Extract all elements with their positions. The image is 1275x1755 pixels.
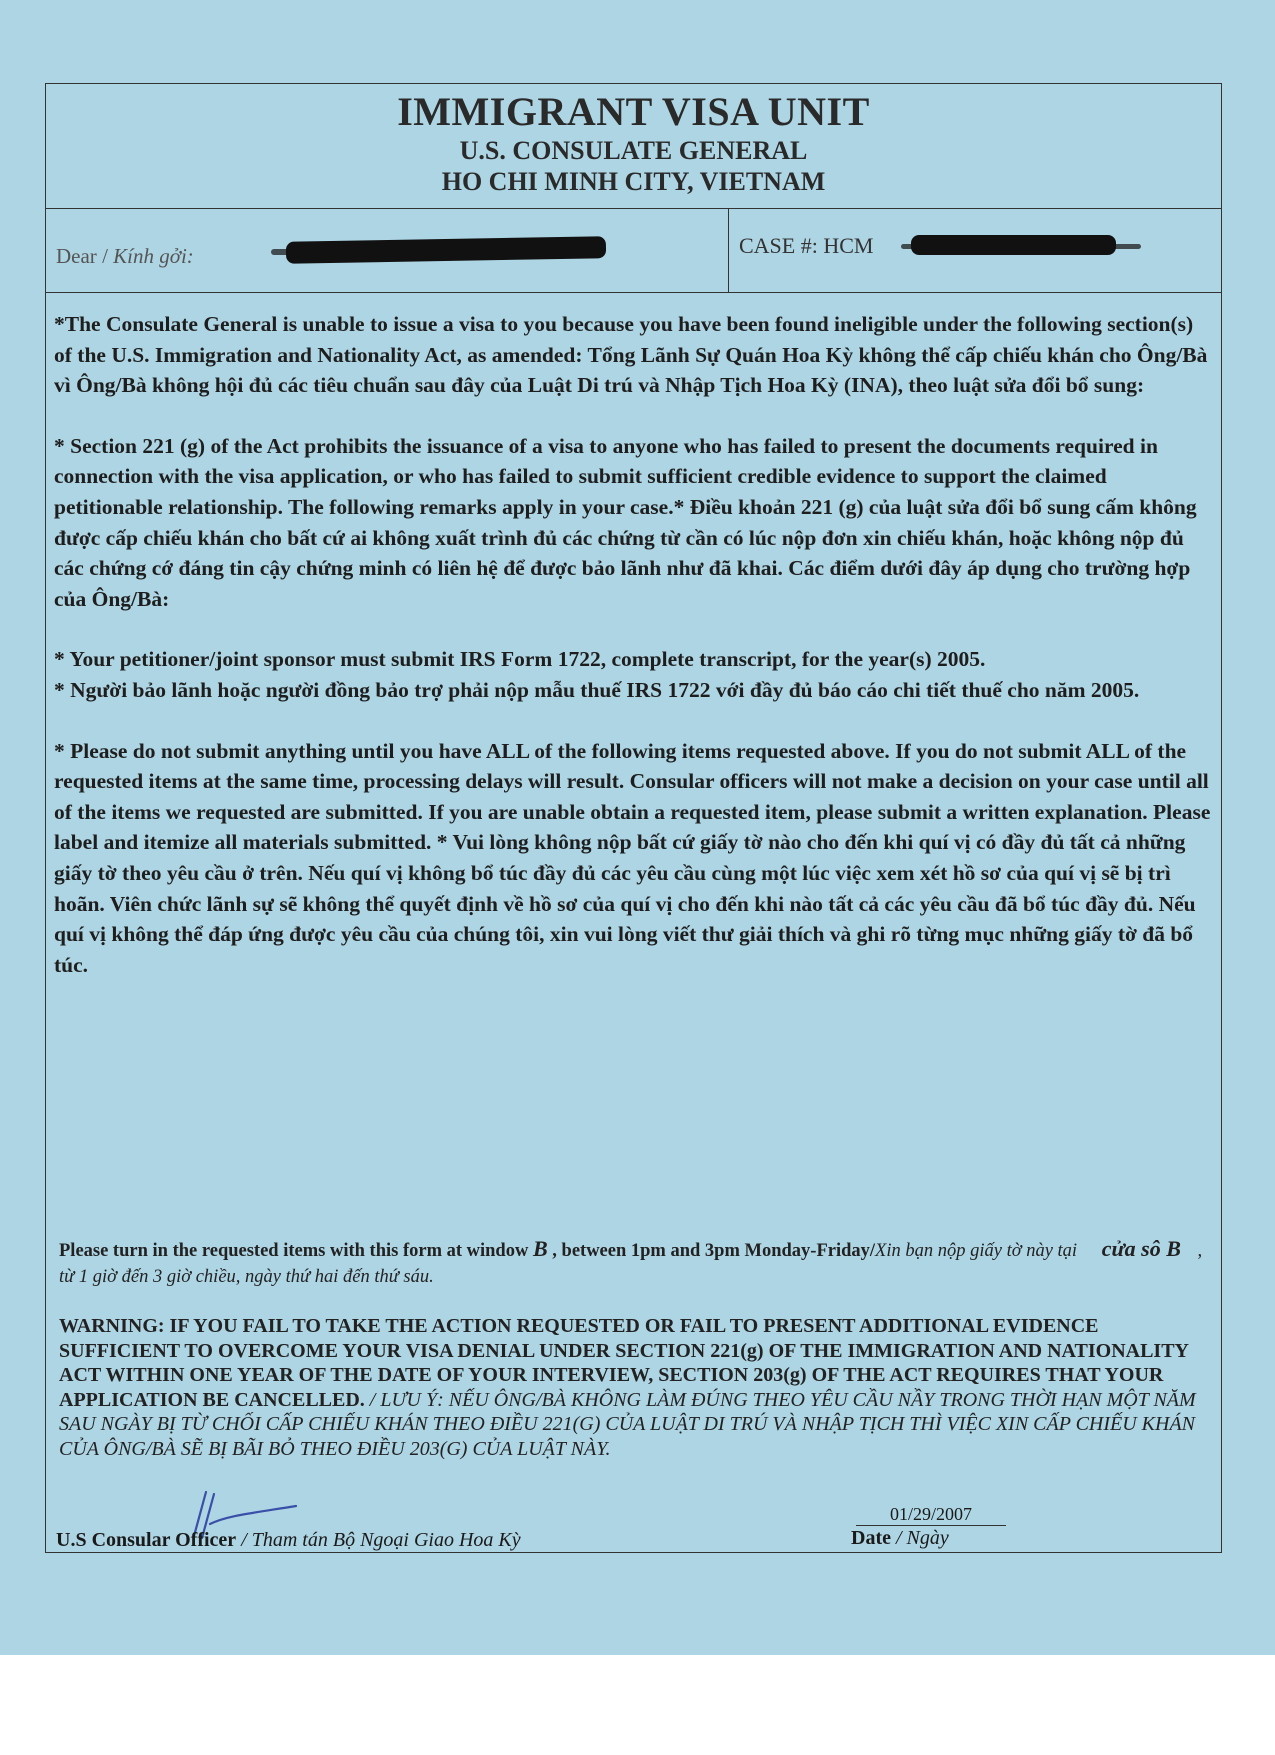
remark-english: * Your petitioner/joint sponsor must submit IRS Form 1722, complete transcript, for the year(s) 2005. bbox=[54, 647, 986, 672]
dear-separator: / bbox=[96, 244, 114, 268]
turn-in-vi-a: Xin bạn nộp giấy tờ này tại bbox=[875, 1241, 1082, 1261]
remarks-paragraph bbox=[54, 644, 1214, 705]
remark-vietnamese: * Người bảo lãnh hoặc người đồng bảo trợ phải nộp mẫu thuế IRS 1722 với đầy đủ báo cáo chi tiết thuế cho năm 2005. bbox=[54, 677, 1140, 702]
officer-title bbox=[56, 1529, 521, 1552]
warning-notice bbox=[59, 1314, 1214, 1461]
dear-label-vi: Kính gởi: bbox=[113, 244, 194, 268]
case-number-label: CASE #: HCM bbox=[739, 233, 874, 258]
officer-title-en: U.S Consular Officer bbox=[56, 1529, 237, 1551]
form-header bbox=[46, 84, 1221, 209]
redacted-case-number-stroke bbox=[901, 244, 1141, 249]
date-value: 01/29/2007 bbox=[856, 1504, 1006, 1526]
date-label-en: Date bbox=[851, 1527, 891, 1549]
dear-cell bbox=[46, 209, 729, 292]
officer-title-vi: / Tham tán Bộ Ngoại Giao Hoa Kỳ bbox=[236, 1529, 521, 1551]
signature-row bbox=[46, 1504, 1221, 1554]
dear-label bbox=[56, 244, 194, 269]
letter-body bbox=[54, 309, 1214, 1010]
dear-label-en: Dear bbox=[56, 244, 97, 268]
turn-in-en-a: Please turn in the requested items with this form at window bbox=[59, 1241, 533, 1261]
date-label bbox=[851, 1527, 949, 1550]
warning-english: WARNING: IF YOU FAIL TO TAKE THE ACTION REQUESTED OR FAIL TO PRESENT ADDITIONAL EVIDENCE SUFFICIENT TO OVERCOME YOUR VISA DENIAL UNDER SECTION 221(g) OF THE IMMIGRATION AND NATIONALITY ACT WITHIN ONE YEAR OF THE DATE OF YOUR INTERVIEW, SECTION 203(g) OF THE ACT REQUIRES THAT YOUR APPLICATION BE CANCELLED. bbox=[59, 1315, 1189, 1411]
turn-in-instructions bbox=[59, 1236, 1214, 1290]
address-row bbox=[46, 209, 1221, 293]
window-number: B bbox=[532, 1236, 548, 1261]
turn-in-en-b: , between 1pm and 3pm Monday-Friday/ bbox=[547, 1241, 876, 1261]
consulate-location: HO CHI MINH CITY, VIETNAM bbox=[441, 167, 826, 196]
date-label-vi: / Ngày bbox=[890, 1527, 949, 1549]
form-frame bbox=[45, 83, 1222, 1553]
window-number-vi: cửa sô B bbox=[1101, 1236, 1181, 1261]
turn-in-vi-b: , từ 1 giờ đến 3 giờ chiều, ngày thứ hai đến thứ sáu. bbox=[59, 1241, 1203, 1287]
section-221g-paragraph: * Section 221 (g) of the Act prohibits the issuance of a visa to anyone who has failed to present the documents required in connection with the visa application, or who has failed to submit sufficient credible evidence to support the claimed petitionable relationship. The following remarks apply in your case.* Điều khoản 221 (g) của luật sửa đổi bổ sung cấm không được cấp chiếu khán cho bất cứ ai không xuất trình đủ các chứng từ cần có lúc nộp đơn xin chiếu khán, hoặc không nộp đủ các chứng cớ đáng tin cậy chứng minh có liên hệ để được bảo lãnh như đã khai. Các điểm dưới đây áp dụng cho trường hợp của Ông/Bà: bbox=[54, 433, 1197, 611]
consulate-name: U.S. CONSULATE GENERAL bbox=[459, 136, 808, 165]
redacted-name-stroke bbox=[271, 249, 471, 255]
instructions-paragraph: * Please do not submit anything until you have ALL of the following items requested above. If you do not submit ALL of the requested items at the same time, processing delays will result. Consular officers will not make a decision on your case until all of the items we requested are submitted. If you are unable obtain a requested item, please submit a written explanation. Please label and itemize all materials submitted. * Vui lòng không nộp bất cứ giấy tờ nào cho đến khi quí vị có đầy đủ tất cả những giấy tờ theo yêu cầu ở trên. Nếu quí vị không bổ túc đầy đủ các yêu cầu cùng một lúc việc xem xét hồ sơ của quí vị sẽ bị trì hoãn. Viên chức lãnh sự sẽ không thể quyết định về hồ sơ của quí vị cho đến khi nào tất cả các yêu cầu đã bổ túc đầy đủ. Nếu quí vị không thể đáp ứng được yêu cầu của chúng tôi, xin vui lòng viết thư giải thích và ghi rõ từng mục những giấy tờ đã bổ túc. bbox=[54, 738, 1211, 977]
warning-vietnamese: / LƯU Ý: NẾU ÔNG/BÀ KHÔNG LÀM ĐÚNG THEO YÊU CẦU NẦY TRONG THỜI HẠN MỘT NĂM SAU NGÀY BỊ TỪ CHỐI CẤP CHIẾU KHÁN THEO ĐIỀU 221(G) CỦA LUẬT DI TRÚ VÀ NHẬP TỊCH THÌ VIỆC XIN CẤP CHIẾU KHÁN CỦA ÔNG/BÀ SẼ BỊ BÃI BỎ THEO ĐIỀU 203(G) CỦA LUẬT NÀY. bbox=[59, 1388, 1196, 1460]
form-title: IMMIGRANT VISA UNIT bbox=[397, 89, 870, 134]
ineligibility-paragraph: *The Consulate General is unable to issue a visa to you because you have been found ineligible under the following section(s) of the U.S. Immigration and Nationality Act, as amended: Tổng Lãnh Sự Quán Hoa Kỳ không thể cấp chiếu khán cho Ông/Bà vì Ông/Bà không hội đủ các tiêu chuẩn sau đây của Luật Di trú và Nhập Tịch Hoa Kỳ (INA), theo luật sửa đổi bổ sung: bbox=[54, 312, 1208, 398]
